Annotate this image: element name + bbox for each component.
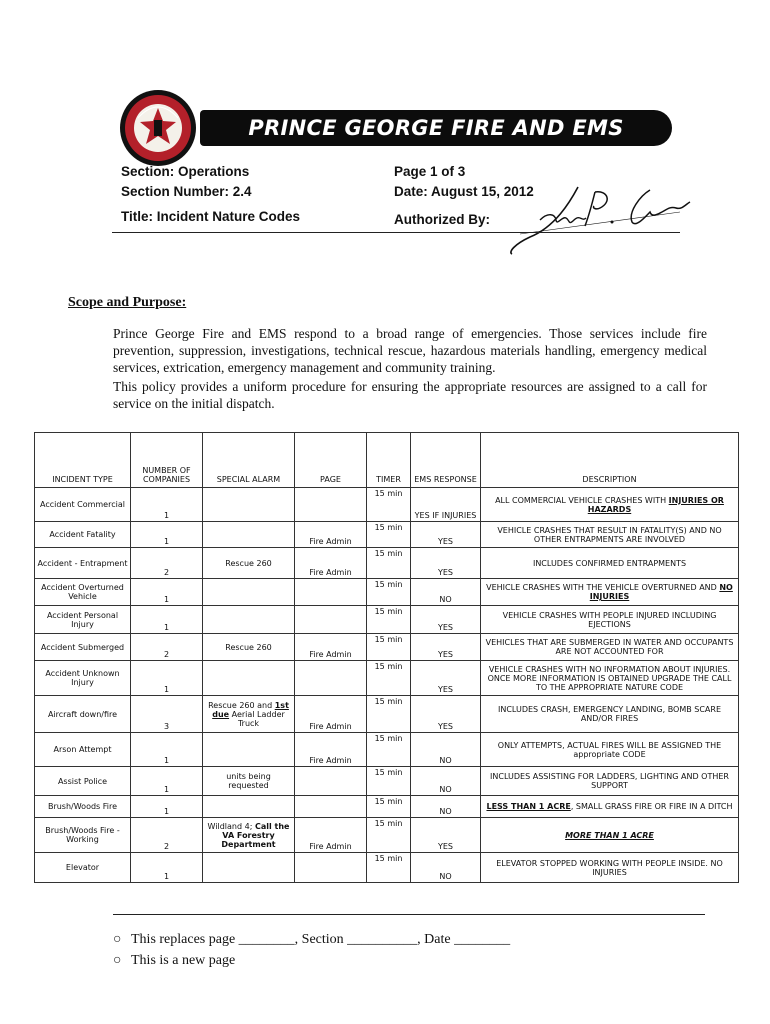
col-header-page: PAGE: [295, 433, 367, 488]
special-alarm-text: units being requested: [226, 772, 271, 790]
table-row: [35, 796, 739, 818]
page-cell: Fire Admin: [295, 522, 367, 548]
timer-cell: 15 min: [367, 853, 411, 883]
timer-cell: 15 min: [367, 696, 411, 733]
ems-response-cell: NO: [411, 733, 481, 767]
special-alarm-cell: [203, 796, 295, 818]
description-text: VEHICLE CRASHES WITH PEOPLE INJURED INCLUDING EJECTIONS: [502, 610, 717, 629]
description-emphasis: LESS THAN 1 ACRE: [486, 802, 571, 811]
special-alarm-emphasis: Call the VA Forestry Department: [221, 821, 290, 849]
ems-response-cell: YES: [411, 661, 481, 696]
page-cell: [295, 579, 367, 606]
ems-response-cell: NO: [411, 796, 481, 818]
description-text: , SMALL GRASS FIRE OR FIRE IN A DITCH: [570, 802, 733, 811]
scope-paragraph-2: This policy provides a uniform procedure for ensuring the appropriate resources are assigned to a call for service on the initial dispatch.: [113, 379, 707, 411]
table-row: [35, 661, 739, 696]
special-alarm-cell: [203, 548, 295, 579]
ems-response-cell: NO: [411, 853, 481, 883]
timer-cell: 15 min: [367, 767, 411, 796]
companies-cell: 1: [131, 733, 203, 767]
companies-cell: 1: [131, 853, 203, 883]
incident-type-cell: Accident - Entrapment: [35, 548, 131, 579]
bullet-circle-icon: ○: [113, 932, 122, 947]
table-row: [35, 634, 739, 661]
table-row: [35, 696, 739, 733]
special-alarm-cell: [203, 661, 295, 696]
table-body: [35, 488, 739, 883]
table-header-row: [35, 433, 739, 488]
page-cell: Fire Admin: [295, 696, 367, 733]
incident-type-cell: Accident Fatality: [35, 522, 131, 548]
description-text: ELEVATOR STOPPED WORKING WITH PEOPLE INSIDE. NO INJURIES: [496, 858, 723, 877]
scope-paragraph-1: Prince George Fire and EMS respond to a broad range of emergencies. Those services include fire prevention, suppression, investigations, technical rescue, hazardous materials handling, emergency medical services, extrication, emergency management and community training.: [113, 326, 707, 375]
table-row: [35, 818, 739, 853]
new-page-text: This is a new page: [131, 953, 236, 968]
page-cell: [295, 606, 367, 634]
page-cell: [295, 796, 367, 818]
table-row: [35, 853, 739, 883]
timer-cell: 15 min: [367, 733, 411, 767]
col-header-incident-type: INCIDENT TYPE: [35, 433, 131, 488]
replaces-text: This replaces page ________, Section __________, Date ________: [131, 932, 511, 947]
special-alarm-cell: [203, 733, 295, 767]
description-cell: [481, 696, 739, 733]
companies-cell: 2: [131, 548, 203, 579]
companies-cell: 1: [131, 661, 203, 696]
timer-cell: 15 min: [367, 488, 411, 522]
table-row: [35, 522, 739, 548]
ems-response-cell: YES: [411, 818, 481, 853]
table-row: [35, 548, 739, 579]
description-text: ONLY ATTEMPTS, ACTUAL FIRES WILL BE ASSIGNED THE appropriate CODE: [497, 740, 722, 759]
special-alarm-cell: [203, 522, 295, 548]
description-text: INCLUDES CONFIRMED ENTRAPMENTS: [532, 558, 687, 568]
companies-cell: 2: [131, 818, 203, 853]
timer-cell: 15 min: [367, 606, 411, 634]
page-cell: [295, 488, 367, 522]
ems-response-cell: YES: [411, 696, 481, 733]
timer-cell: 15 min: [367, 634, 411, 661]
ems-response-cell: YES: [411, 634, 481, 661]
col-header-timer: TIMER: [367, 433, 411, 488]
col-header-special-alarm: SPECIAL ALARM: [203, 433, 295, 488]
description-text: VEHICLES THAT ARE SUBMERGED IN WATER AND OCCUPANTS ARE NOT ACCOUNTED FOR: [485, 638, 734, 656]
fire-department-badge-logo: [118, 88, 198, 168]
bullet-circle-icon: ○: [113, 953, 122, 968]
incident-type-cell: Aircraft down/fire: [35, 696, 131, 733]
incident-type-cell: Brush/Woods Fire - Working: [35, 818, 131, 853]
description-cell: [481, 522, 739, 548]
timer-cell: 15 min: [367, 661, 411, 696]
special-alarm-cell: [203, 767, 295, 796]
ems-response-cell: YES: [411, 548, 481, 579]
page-cell: Fire Admin: [295, 818, 367, 853]
special-alarm-cell: [203, 579, 295, 606]
col-header-companies: NUMBER OF COMPANIES: [131, 433, 203, 488]
page-cell: [295, 853, 367, 883]
page-cell: [295, 661, 367, 696]
incident-type-cell: Elevator: [35, 853, 131, 883]
description-cell: [481, 579, 739, 606]
description-cell: [481, 661, 739, 696]
ems-response-cell: NO: [411, 579, 481, 606]
companies-cell: 3: [131, 696, 203, 733]
signature-image: [500, 182, 695, 256]
description-cell: [481, 634, 739, 661]
incident-codes-table: [34, 432, 739, 883]
special-alarm-cell: [203, 488, 295, 522]
incident-type-cell: Accident Overturned Vehicle: [35, 579, 131, 606]
special-alarm-cell: [203, 606, 295, 634]
companies-cell: 1: [131, 767, 203, 796]
description-text: INCLUDES CRASH, EMERGENCY LANDING, BOMB SCARE AND/OR FIRES: [497, 705, 722, 723]
description-cell: [481, 733, 739, 767]
table-row: [35, 579, 739, 606]
footer-new-page-line: [113, 953, 235, 969]
description-text: ALL COMMERCIAL VEHICLE CRASHES WITH: [495, 495, 669, 505]
companies-cell: 1: [131, 488, 203, 522]
org-title: PRINCE GEORGE FIRE AND EMS: [248, 116, 624, 140]
footer-divider: [113, 914, 705, 915]
special-alarm-text: Rescue 260 and: [208, 700, 275, 710]
special-alarm-text: Wildland 4;: [207, 821, 255, 831]
document-date: Date: August 15, 2012: [394, 184, 534, 199]
ems-response-cell: NO: [411, 767, 481, 796]
table-row: [35, 733, 739, 767]
col-header-description: DESCRIPTION: [481, 433, 739, 488]
timer-cell: 15 min: [367, 818, 411, 853]
description-emphasis: NO INJURIES: [589, 583, 733, 601]
ems-response-cell: YES: [411, 606, 481, 634]
description-cell: [481, 796, 739, 818]
special-alarm-cell: [203, 818, 295, 853]
org-title-banner: [200, 110, 672, 146]
header-divider: [112, 232, 680, 233]
incident-type-cell: Accident Unknown Injury: [35, 661, 131, 696]
section-number: Section Number: 2.4: [121, 184, 252, 199]
page-cell: Fire Admin: [295, 733, 367, 767]
document-title: Title: Incident Nature Codes: [121, 209, 301, 224]
companies-cell: 1: [131, 522, 203, 548]
companies-cell: 1: [131, 579, 203, 606]
special-alarm-cell: [203, 853, 295, 883]
timer-cell: 15 min: [367, 548, 411, 579]
incident-type-cell: Accident Commercial: [35, 488, 131, 522]
description-text: VEHICLE CRASHES WITH NO INFORMATION ABOUT INJURIES. ONCE MORE INFORMATION IS OBTAINED UPGRADE THE CALL TO THE APPROPRIATE NATURE CODE: [487, 664, 732, 692]
table-row: [35, 488, 739, 522]
ems-response-cell: YES IF INJURIES: [411, 488, 481, 522]
authorized-by-label: Authorized By:: [394, 212, 490, 227]
companies-cell: 1: [131, 606, 203, 634]
special-alarm-text: Aerial Ladder Truck: [229, 709, 285, 728]
timer-cell: 15 min: [367, 796, 411, 818]
incident-type-cell: Assist Police: [35, 767, 131, 796]
incident-type-cell: Arson Attempt: [35, 733, 131, 767]
description-cell: [481, 488, 739, 522]
incident-type-cell: Accident Submerged: [35, 634, 131, 661]
col-header-ems: EMS RESPONSE: [411, 433, 481, 488]
special-alarm-cell: [203, 696, 295, 733]
description-text: VEHICLE CRASHES WITH THE VEHICLE OVERTURNED AND: [486, 583, 720, 592]
incident-type-cell: Brush/Woods Fire: [35, 796, 131, 818]
description-cell: [481, 818, 739, 853]
special-alarm-text: Rescue 260: [225, 558, 272, 568]
companies-cell: 2: [131, 634, 203, 661]
description-cell: [481, 548, 739, 579]
section-label: Section: Operations: [121, 164, 250, 179]
description-text: VEHICLE CRASHES THAT RESULT IN FATALITY(S) AND NO OTHER ENTRAPMENTS ARE INVOLVED: [497, 525, 722, 544]
table-row: [35, 606, 739, 634]
special-alarm-cell: [203, 634, 295, 661]
incident-type-cell: Accident Personal Injury: [35, 606, 131, 634]
timer-cell: 15 min: [367, 579, 411, 606]
companies-cell: 1: [131, 796, 203, 818]
page-cell: Fire Admin: [295, 548, 367, 579]
page-number: Page 1 of 3: [394, 164, 466, 179]
special-alarm-emphasis: 1st due: [212, 700, 289, 719]
scope-heading: Scope and Purpose:: [68, 295, 187, 310]
description-emphasis: INJURIES OR HAZARDS: [587, 495, 724, 514]
description-text: INCLUDES ASSISTING FOR LADDERS, LIGHTING AND OTHER SUPPORT: [490, 772, 729, 790]
description-cell: [481, 853, 739, 883]
page-cell: [295, 767, 367, 796]
description-emphasis: MORE THAN 1 ACRE: [565, 830, 654, 840]
footer-replaces-line: [113, 932, 510, 948]
special-alarm-text: Rescue 260: [225, 642, 272, 652]
table-row: [35, 767, 739, 796]
description-cell: [481, 606, 739, 634]
timer-cell: 15 min: [367, 522, 411, 548]
ems-response-cell: YES: [411, 522, 481, 548]
description-cell: [481, 767, 739, 796]
page-cell: Fire Admin: [295, 634, 367, 661]
